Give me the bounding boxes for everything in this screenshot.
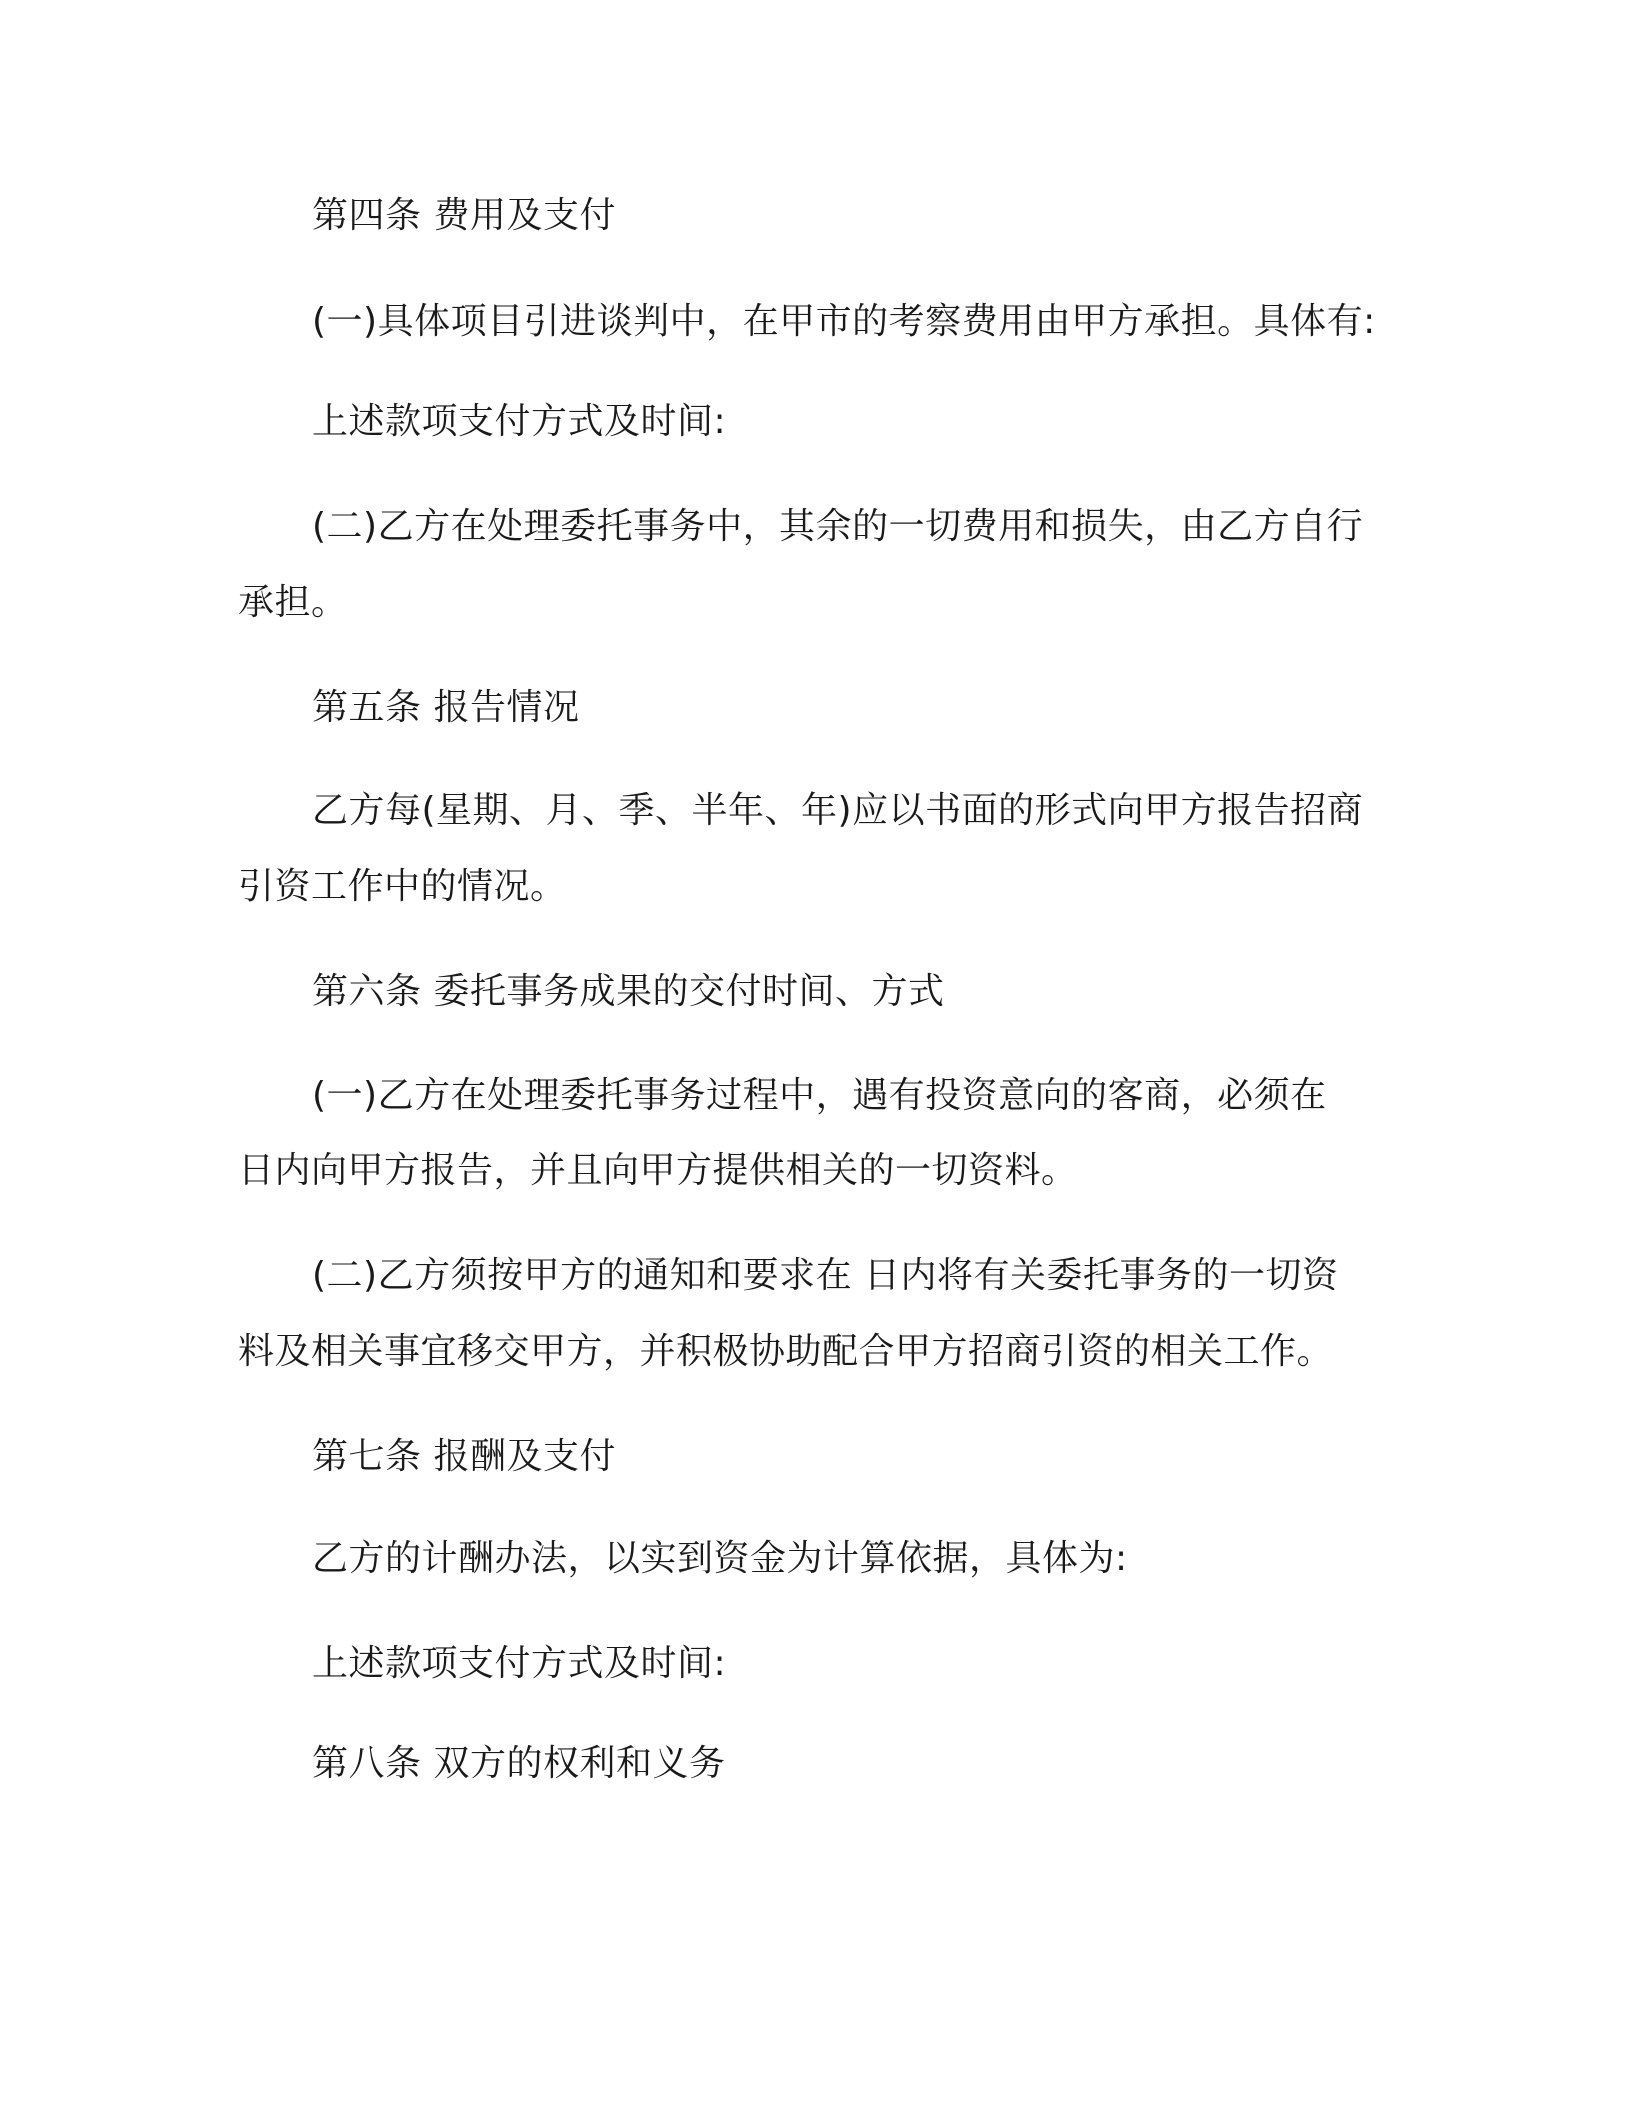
article-6-heading: 第六条 委托事务成果的交付时间、方式	[312, 971, 945, 1012]
article-4-payment-method: 上述款项支付方式及时间:	[312, 401, 727, 442]
article-7-heading: 第七条 报酬及支付	[312, 1436, 616, 1477]
article-4-clause-1: (一)具体项目引进谈判中，在甲市的考察费用由甲方承担。具体有:	[312, 301, 1376, 342]
article-4-heading: 第四条 费用及支付	[312, 195, 616, 236]
article-6-clause-2-continued: 料及相关事宜移交甲方，并积极协助配合甲方招商引资的相关工作。	[238, 1331, 1334, 1372]
article-4-clause-2-continued: 承担。	[238, 582, 348, 623]
article-6-clause-2: (二)乙方须按甲方的通知和要求在 日内将有关委托事务的一切资	[312, 1255, 1339, 1296]
article-4-clause-2: (二)乙方在处理委托事务中，其余的一切费用和损失，由乙方自行	[312, 506, 1364, 547]
article-7-body: 乙方的计酬办法，以实到资金为计算依据，具体为:	[312, 1538, 1128, 1579]
article-5-body: 乙方每(星期、月、季、半年、年)应以书面的形式向甲方报告招商	[312, 790, 1364, 831]
article-5-body-continued: 引资工作中的情况。	[238, 866, 567, 907]
article-6-clause-1-continued: 日内向甲方报告，并且向甲方提供相关的一切资料。	[238, 1150, 1078, 1191]
article-8-heading: 第八条 双方的权利和义务	[312, 1743, 726, 1784]
article-5-heading: 第五条 报告情况	[312, 687, 580, 728]
article-7-payment-method: 上述款项支付方式及时间:	[312, 1643, 727, 1684]
article-6-clause-1: (一)乙方在处理委托事务过程中，遇有投资意向的客商，必须在	[312, 1075, 1327, 1116]
